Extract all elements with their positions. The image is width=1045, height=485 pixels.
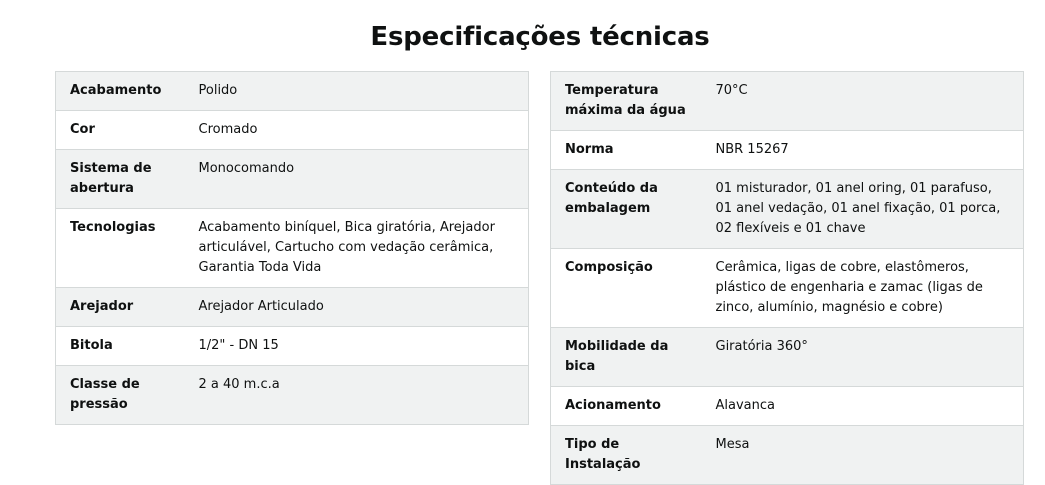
spec-row [551, 328, 1024, 387]
spec-value: Acabamento biníquel, Bica giratória, Arejador articulável, Cartucho com vedação cerâmica, Garantia Toda Vida [185, 209, 529, 288]
spec-row [551, 426, 1024, 485]
spec-row [56, 150, 529, 209]
spec-label: Arejador [56, 288, 185, 327]
spec-label: Acionamento [551, 387, 702, 426]
spec-table-right [550, 71, 1024, 485]
spec-label: Conteúdo da embalagem [551, 170, 702, 249]
spec-value: Cerâmica, ligas de cobre, elastômeros, plástico de engenharia e zamac (ligas de zinco, alumínio, magnésio e cobre) [702, 249, 1024, 328]
spec-row [56, 209, 529, 288]
spec-label: Cor [56, 111, 185, 150]
spec-table-left [55, 71, 529, 425]
spec-row [551, 131, 1024, 170]
spec-label: Composição [551, 249, 702, 328]
spec-row [551, 170, 1024, 249]
spec-row [56, 327, 529, 366]
spec-label: Temperatura máxima da água [551, 72, 702, 131]
spec-label: Norma [551, 131, 702, 170]
spec-value: Polido [185, 72, 529, 111]
spec-value: Cromado [185, 111, 529, 150]
spec-label: Tecnologias [56, 209, 185, 288]
spec-label: Acabamento [56, 72, 185, 111]
spec-value: 1/2" - DN 15 [185, 327, 529, 366]
spec-label: Mobilidade da bica [551, 328, 702, 387]
spec-value: Alavanca [702, 387, 1024, 426]
spec-row [56, 288, 529, 327]
spec-row [56, 366, 529, 425]
spec-label: Bitola [56, 327, 185, 366]
spec-value: Monocomando [185, 150, 529, 209]
spec-row [56, 72, 529, 111]
spec-value: Giratória 360° [702, 328, 1024, 387]
spec-value: 01 misturador, 01 anel oring, 01 parafuso, 01 anel vedação, 01 anel fixação, 01 porca, 02 flexíveis e 01 chave [702, 170, 1024, 249]
spec-row [56, 111, 529, 150]
spec-row [551, 72, 1024, 131]
spec-value: 2 a 40 m.c.a [185, 366, 529, 425]
spec-value: 70°C [702, 72, 1024, 131]
page-title: Especificações técnicas [370, 22, 710, 52]
spec-label: Tipo de Instalação [551, 426, 702, 485]
spec-label: Sistema de abertura [56, 150, 185, 209]
spec-value: Arejador Articulado [185, 288, 529, 327]
spec-value: NBR 15267 [702, 131, 1024, 170]
spec-label: Classe de pressão [56, 366, 185, 425]
spec-value: Mesa [702, 426, 1024, 485]
spec-row [551, 387, 1024, 426]
spec-row [551, 249, 1024, 328]
